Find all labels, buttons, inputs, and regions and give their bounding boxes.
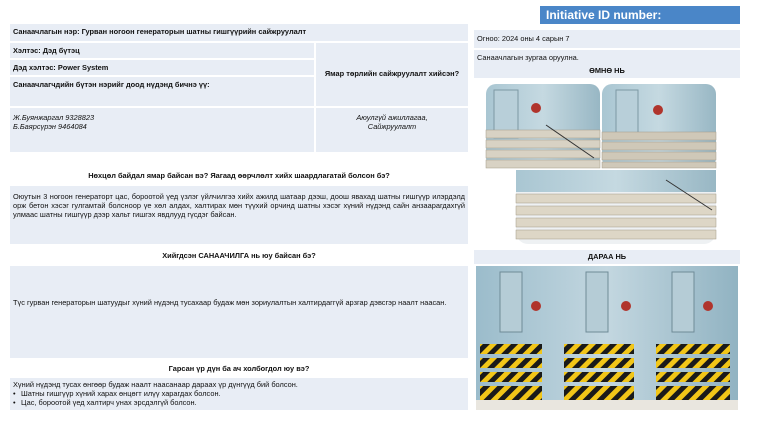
author-1: Ж.Буянжаргал 9328823: [13, 113, 95, 122]
author-2: Б.Баярсүрэн 9464084: [13, 122, 87, 131]
before-photo-2: [602, 84, 716, 168]
result-description: [10, 378, 468, 410]
improvement-type-label: Ямар төрлийн сайжруулалт хийсэн?: [316, 43, 468, 106]
after-photo: [476, 266, 738, 410]
date-field: Огноо: 2024 оны 4 сарын 7: [474, 30, 740, 48]
after-label: ДАРАА НЬ: [474, 250, 740, 264]
result-heading: Гарсан үр дүн ба ач холбогдол юу вэ?: [10, 360, 468, 378]
result-intro: Хүний нүдэнд тусах өнгөөр будаж наалт наасанаар дараах үр дүнгүүд бий болсон.: [13, 380, 298, 389]
photo-instruction: Санаачлагын зургаа оруулна.: [474, 50, 740, 64]
before-photo-1: [486, 84, 600, 168]
authors-list: [10, 108, 314, 152]
result-bullets: [13, 389, 465, 407]
authors-label: Санаачлагчдийн бүтэн нэрийг доод нүдэнд бичнэ үү:: [10, 77, 314, 106]
problem-heading: Нөхцөл байдал ямар байсан вэ? Яагаад өөрчлөлт хийх шаардлагатай болсон бэ?: [10, 154, 468, 184]
before-photo-3: [516, 170, 716, 244]
result-bullet-2: • Цас, бороотой үед халтирч унах эрсдэлгүй болсон.: [13, 398, 465, 407]
before-photo-collage: [476, 80, 738, 246]
department-field: Хэлтэс: Дэд бүтэц: [10, 43, 314, 58]
solution-description: Түс гурван генераторын шатуудыг хүний нүдэнд тусахаар будаж мөн зориулалтын халтирдаггүй арзгар дэвсгэр наалт наасан.: [10, 266, 468, 358]
sub-department-field: Дэд хэлтэс: Power System: [10, 60, 314, 75]
problem-description: Оюутын 3 ногоон генераторт цас, бороотой үед үзлэг үйлчилгээ хийх ажилд шатаар дээш, доош явахад шатны гишгүүр илэрдэлд орж бетон хэсэг гулгамтай болсноор үе хөл алдах, халтирах мөн түүхий орчинд шатны хэсэг хүний нүдэнд сайн анзаарагдахгүй улмаас шатны гишгүүр дээр хальт гишгэх явдлууд гүсдэг байсан.: [10, 186, 468, 244]
initiative-id-banner: Initiative ID number:: [540, 6, 740, 24]
before-label: ӨМНӨ НЬ: [474, 64, 740, 78]
initiative-name: Санаачлагын нэр: Гурван ногоон генераторын шатны гишгүүрийн сайжруулалт: [10, 24, 468, 41]
solution-heading: Хийгдсэн САНААЧИЛГА нь юу байсан бэ?: [10, 246, 468, 264]
improvement-type-value: Аюулгүй ажиллагаа, Сайжруулалт: [316, 108, 468, 152]
result-bullet-1: • Шатны гишгүүр хүний харах өнцөгт илүү харагдах болсон.: [13, 389, 465, 398]
